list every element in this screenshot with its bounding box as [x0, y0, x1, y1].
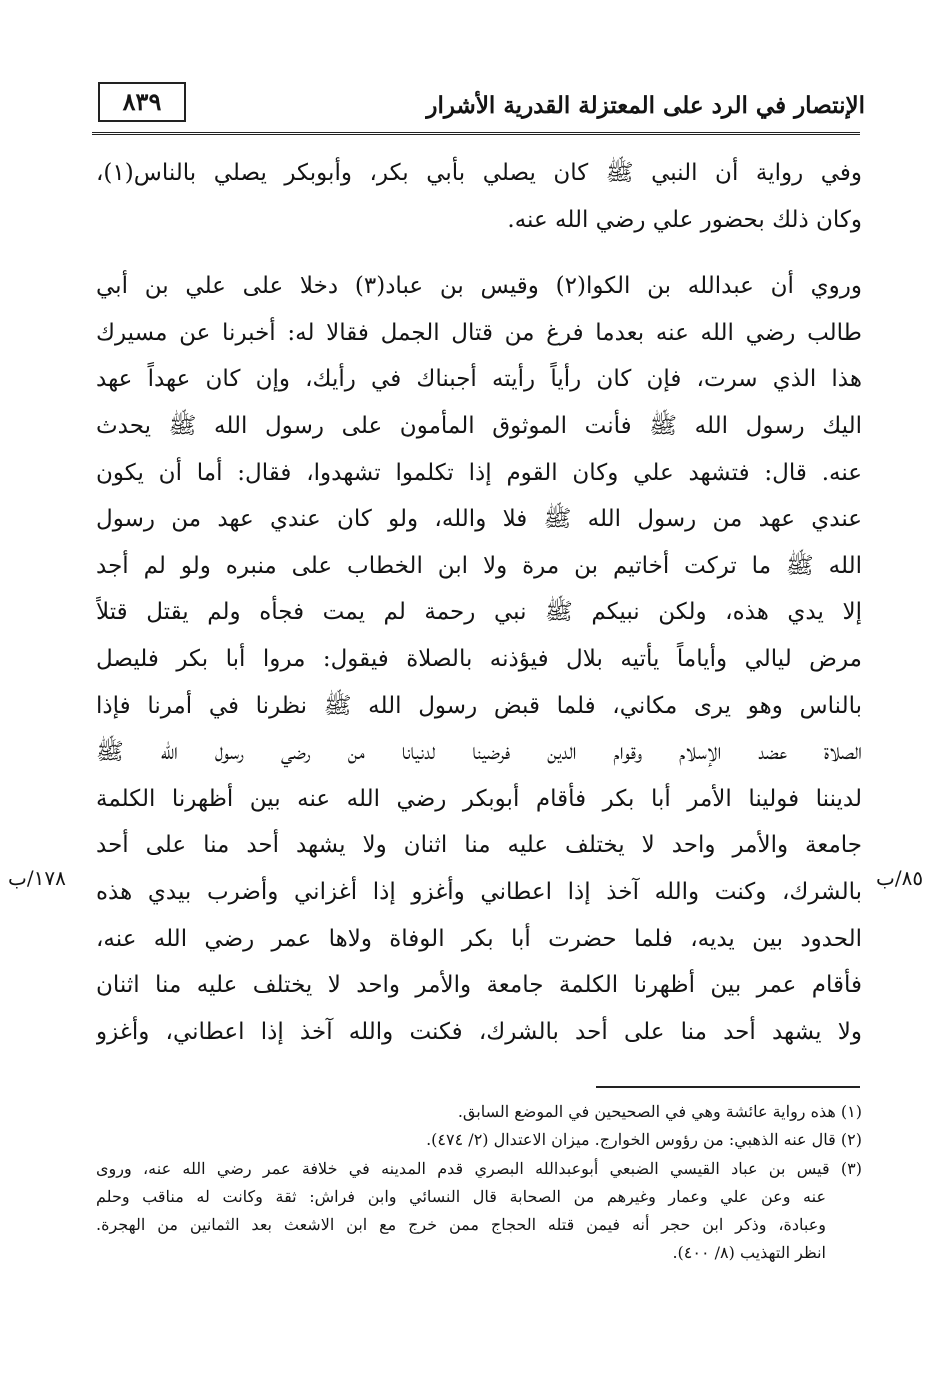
- text-line: لديننا فولينا الأمر أبا بكر فأقام أبوبكر رضي الله عنه بين أظهرنا الكلمة: [96, 785, 862, 812]
- text-line: وكان ذلك بحضور علي رضي الله عنه.: [507, 206, 862, 233]
- header-rule: [92, 132, 860, 135]
- text-line: هذا الذي سرت، فإن كان رأياً رأيته أجبناك في رأيك، وإن كان عهداً عهد: [96, 366, 862, 393]
- text-line: اليك رسول الله ﷺ فأنت الموثوق المأمون على رسول الله ﷺ يحدث: [96, 412, 862, 439]
- body-text: [96, 150, 862, 1055]
- footnote-line: (٣) قيس بن عباد القيسي الضبعي أبوعبدالله البصري قدم المدينه في خلافة عمر رضي الله عنه، وروى: [96, 1158, 862, 1178]
- paragraph: [96, 263, 862, 1055]
- paragraph: [96, 150, 862, 243]
- text-line: الله ﷺ ما تركت أخاتيم بن مرة ولا ابن الخطاب على منبره ولو لم أجد: [96, 552, 862, 579]
- text-line: مرض ليالي وأياماً يأتيه بلال فيؤذنه بالصلاة فيقول: مروا أبا بكر فليصل: [96, 645, 862, 672]
- footnotes: [96, 1098, 862, 1268]
- footnote-line: عنه وعن علي وعمار وغيرهم من الصحابة قال النسائي وابن فراش: ثقة وكانت له مناقب وحلم: [96, 1186, 826, 1206]
- footnote: [96, 1126, 862, 1154]
- footnote-line: (٢) قال عنه الذهبي: من رؤوس الخوارج. ميزان الاعتدال (٢/ ٤٧٤).: [426, 1130, 862, 1150]
- manuscript-folio-note-right: ٨٥/ب: [876, 866, 924, 890]
- page-number: ٨٣٩: [98, 82, 186, 122]
- text-line: الصلاة عضد الإسلام وقوام الدين فرضينا لدنيانا من رضي رسول الله ﷺ: [96, 739, 862, 766]
- text-line: عندي عهد من رسول الله ﷺ فلا والله، ولو كان عندي عهد من رسول: [96, 506, 862, 533]
- text-line: عنه. قال: فتشهد علي وكان القوم إذا تكلموا تشهدوا، فقال: أما أن يكون: [96, 459, 862, 486]
- footnote-line: (١) هذه رواية عائشة وهي في الصحيحين في الموضع السابق.: [457, 1102, 862, 1121]
- text-line: الحدود بين يديه، فلما حضرت أبا بكر الوفاة ولاها عمر رضي الله عنه،: [96, 925, 862, 952]
- text-line: بالشرك، وكنت والله آخذ إذا اعطاني وأغزو إذا أغزاني وأضرب بيدي هذه: [96, 878, 862, 905]
- text-line: جامعة والأمر واحد لا يختلف عليه منا اثنان ولا يشهد أحد منا على أحد: [96, 832, 862, 859]
- text-line: وروي أن عبدالله بن الكوا(٢) وقيس بن عباد(٣) دخلا على علي بن أبي: [96, 273, 862, 300]
- text-line: إلا يدي هذه، ولكن نبيكم ﷺ نبي رحمة لم يمت فجأه ولم يقتل قتلاً: [96, 599, 862, 626]
- footnote-separator: [596, 1086, 860, 1088]
- text-line: طالب رضي الله عنه بعدما فرغ من قتال الجمل فقالا له: أخبرنا عن مسيرك: [96, 319, 862, 346]
- footnote-line: وعبادة، وذكر ابن حجر أنه فيمن قتله الحجاج ممن خرج مع ابن الاشعث بعد الثمانين من الهجرة.: [96, 1215, 826, 1235]
- text-line: ولا يشهد أحد منا على أحد بالشرك، فكنت والله آخذ إذا اعطاني، وأغزو: [96, 1018, 862, 1045]
- footnote-line: انظر التهذيب (٨/ ٤٠٠).: [672, 1243, 826, 1263]
- text-line: بالناس وهو يرى مكاني، فلما قبض رسول الله ﷺ نظرنا في أمرنا فإذا: [96, 692, 862, 719]
- text-line: فأقام عمر بين أظهرنا الكلمة جامعة والأمر واحد لا يختلف عليه منا اثنان: [96, 972, 862, 999]
- manuscript-folio-note-left: ١٧٨/ب: [8, 866, 66, 890]
- running-header-title: الإنتصار في الرد على المعتزلة القدرية الأشرار: [426, 92, 865, 119]
- footnote: [96, 1098, 862, 1126]
- footnote: [96, 1155, 862, 1268]
- text-line: وفي رواية أن النبي ﷺ كان يصلي بأبي بكر، وأبوبكر يصلي بالناس(١)،: [96, 160, 862, 186]
